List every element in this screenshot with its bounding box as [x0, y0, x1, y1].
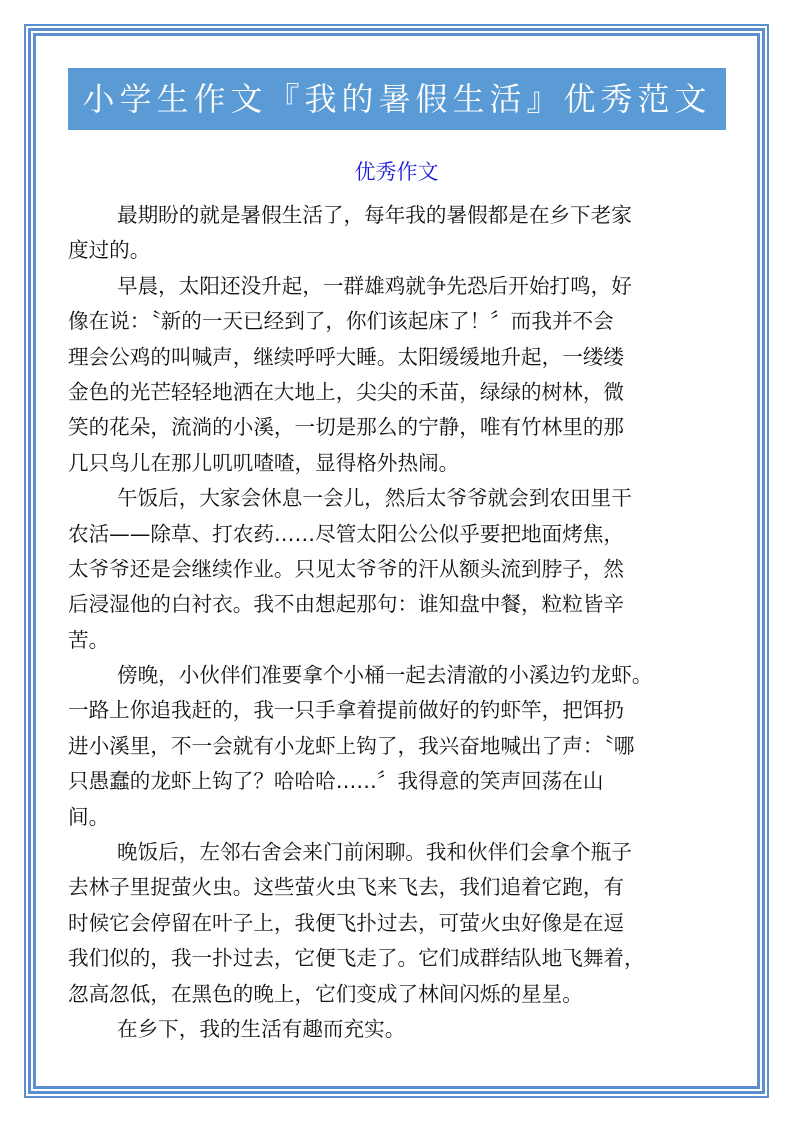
- text-line: 进小溪里，不一会就有小龙虾上钩了，我兴奋地喊出了声：〝哪: [68, 733, 635, 758]
- text-line: 只愚蠢的龙虾上钩了？哈哈哈……〞我得意的笑声回荡在山: [68, 769, 604, 794]
- text-line: 晚饭后，左邻右舍会来门前闲聊。我和伙伴们会拿个瓶子: [117, 840, 632, 865]
- text-line: 像在说：〝新的一天已经到了，你们该起床了！〞而我并不会: [68, 309, 614, 334]
- document-title: 小学生作文『我的暑假生活』优秀范文: [68, 68, 726, 130]
- text-line: 间。: [68, 804, 110, 829]
- text-line: 最期盼的就是暑假生活了，每年我的暑假都是在乡下老家: [117, 203, 632, 227]
- text-line: 几只鸟儿在那儿叽叽喳喳，显得格外热闹。: [68, 450, 460, 475]
- text-line: 理会公鸡的叫喊声，继续呼呼大睡。太阳缓缓地升起，一缕缕: [68, 344, 625, 369]
- text-line: 度过的。: [68, 238, 151, 263]
- text-line: 我们似的，我一扑过去，它便飞走了。它们成群结队地飞舞着，: [68, 946, 645, 971]
- text-line: 午饭后，大家会休息一会儿，然后太爷爷就会到农田里干: [117, 486, 632, 511]
- text-line: 笑的花朵，流淌的小溪，一切是那么的宁静，唯有竹林里的那: [68, 415, 625, 440]
- text-line: 时候它会停留在叶子上，我便飞扑过去，可萤火虫好像是在逗: [68, 910, 625, 935]
- document-subtitle: 优秀作文: [354, 160, 439, 184]
- text-line: 傍晚，小伙伴们准要拿个小桶一起去清澈的小溪边钓龙虾。: [117, 663, 653, 688]
- essay-body: [68, 198, 768, 1047]
- text-line: 忽高忽低，在黑色的晚上，它们变成了林间闪烁的星星。: [68, 981, 583, 1006]
- text-line: 在乡下，我的生活有趣而充实。: [117, 1016, 406, 1041]
- text-line: 农活——除草、打农药……尽管太阳公公似乎要把地面烤焦，: [68, 521, 625, 546]
- text-line: 金色的光芒轻轻地洒在大地上，尖尖的禾苗，绿绿的树林，微: [68, 379, 625, 404]
- text-line: 一路上你追我赶的，我一只手拿着提前做好的钓虾竿，把饵扔: [68, 698, 625, 723]
- text-line: 苦。: [68, 627, 110, 652]
- text-line: 早晨，太阳还没升起，一群雄鸡就争先恐后开始打鸣，好: [117, 273, 632, 298]
- text-line: 太爷爷还是会继续作业。只见太爷爷的汗从额头流到脖子，然: [68, 556, 625, 581]
- text-line: 去林子里捉萤火虫。这些萤火虫飞来飞去，我们追着它跑，有: [68, 875, 625, 900]
- text-line: 后浸湿他的白衬衣。我不由想起那句：谁知盘中餐，粒粒皆辛: [68, 592, 625, 617]
